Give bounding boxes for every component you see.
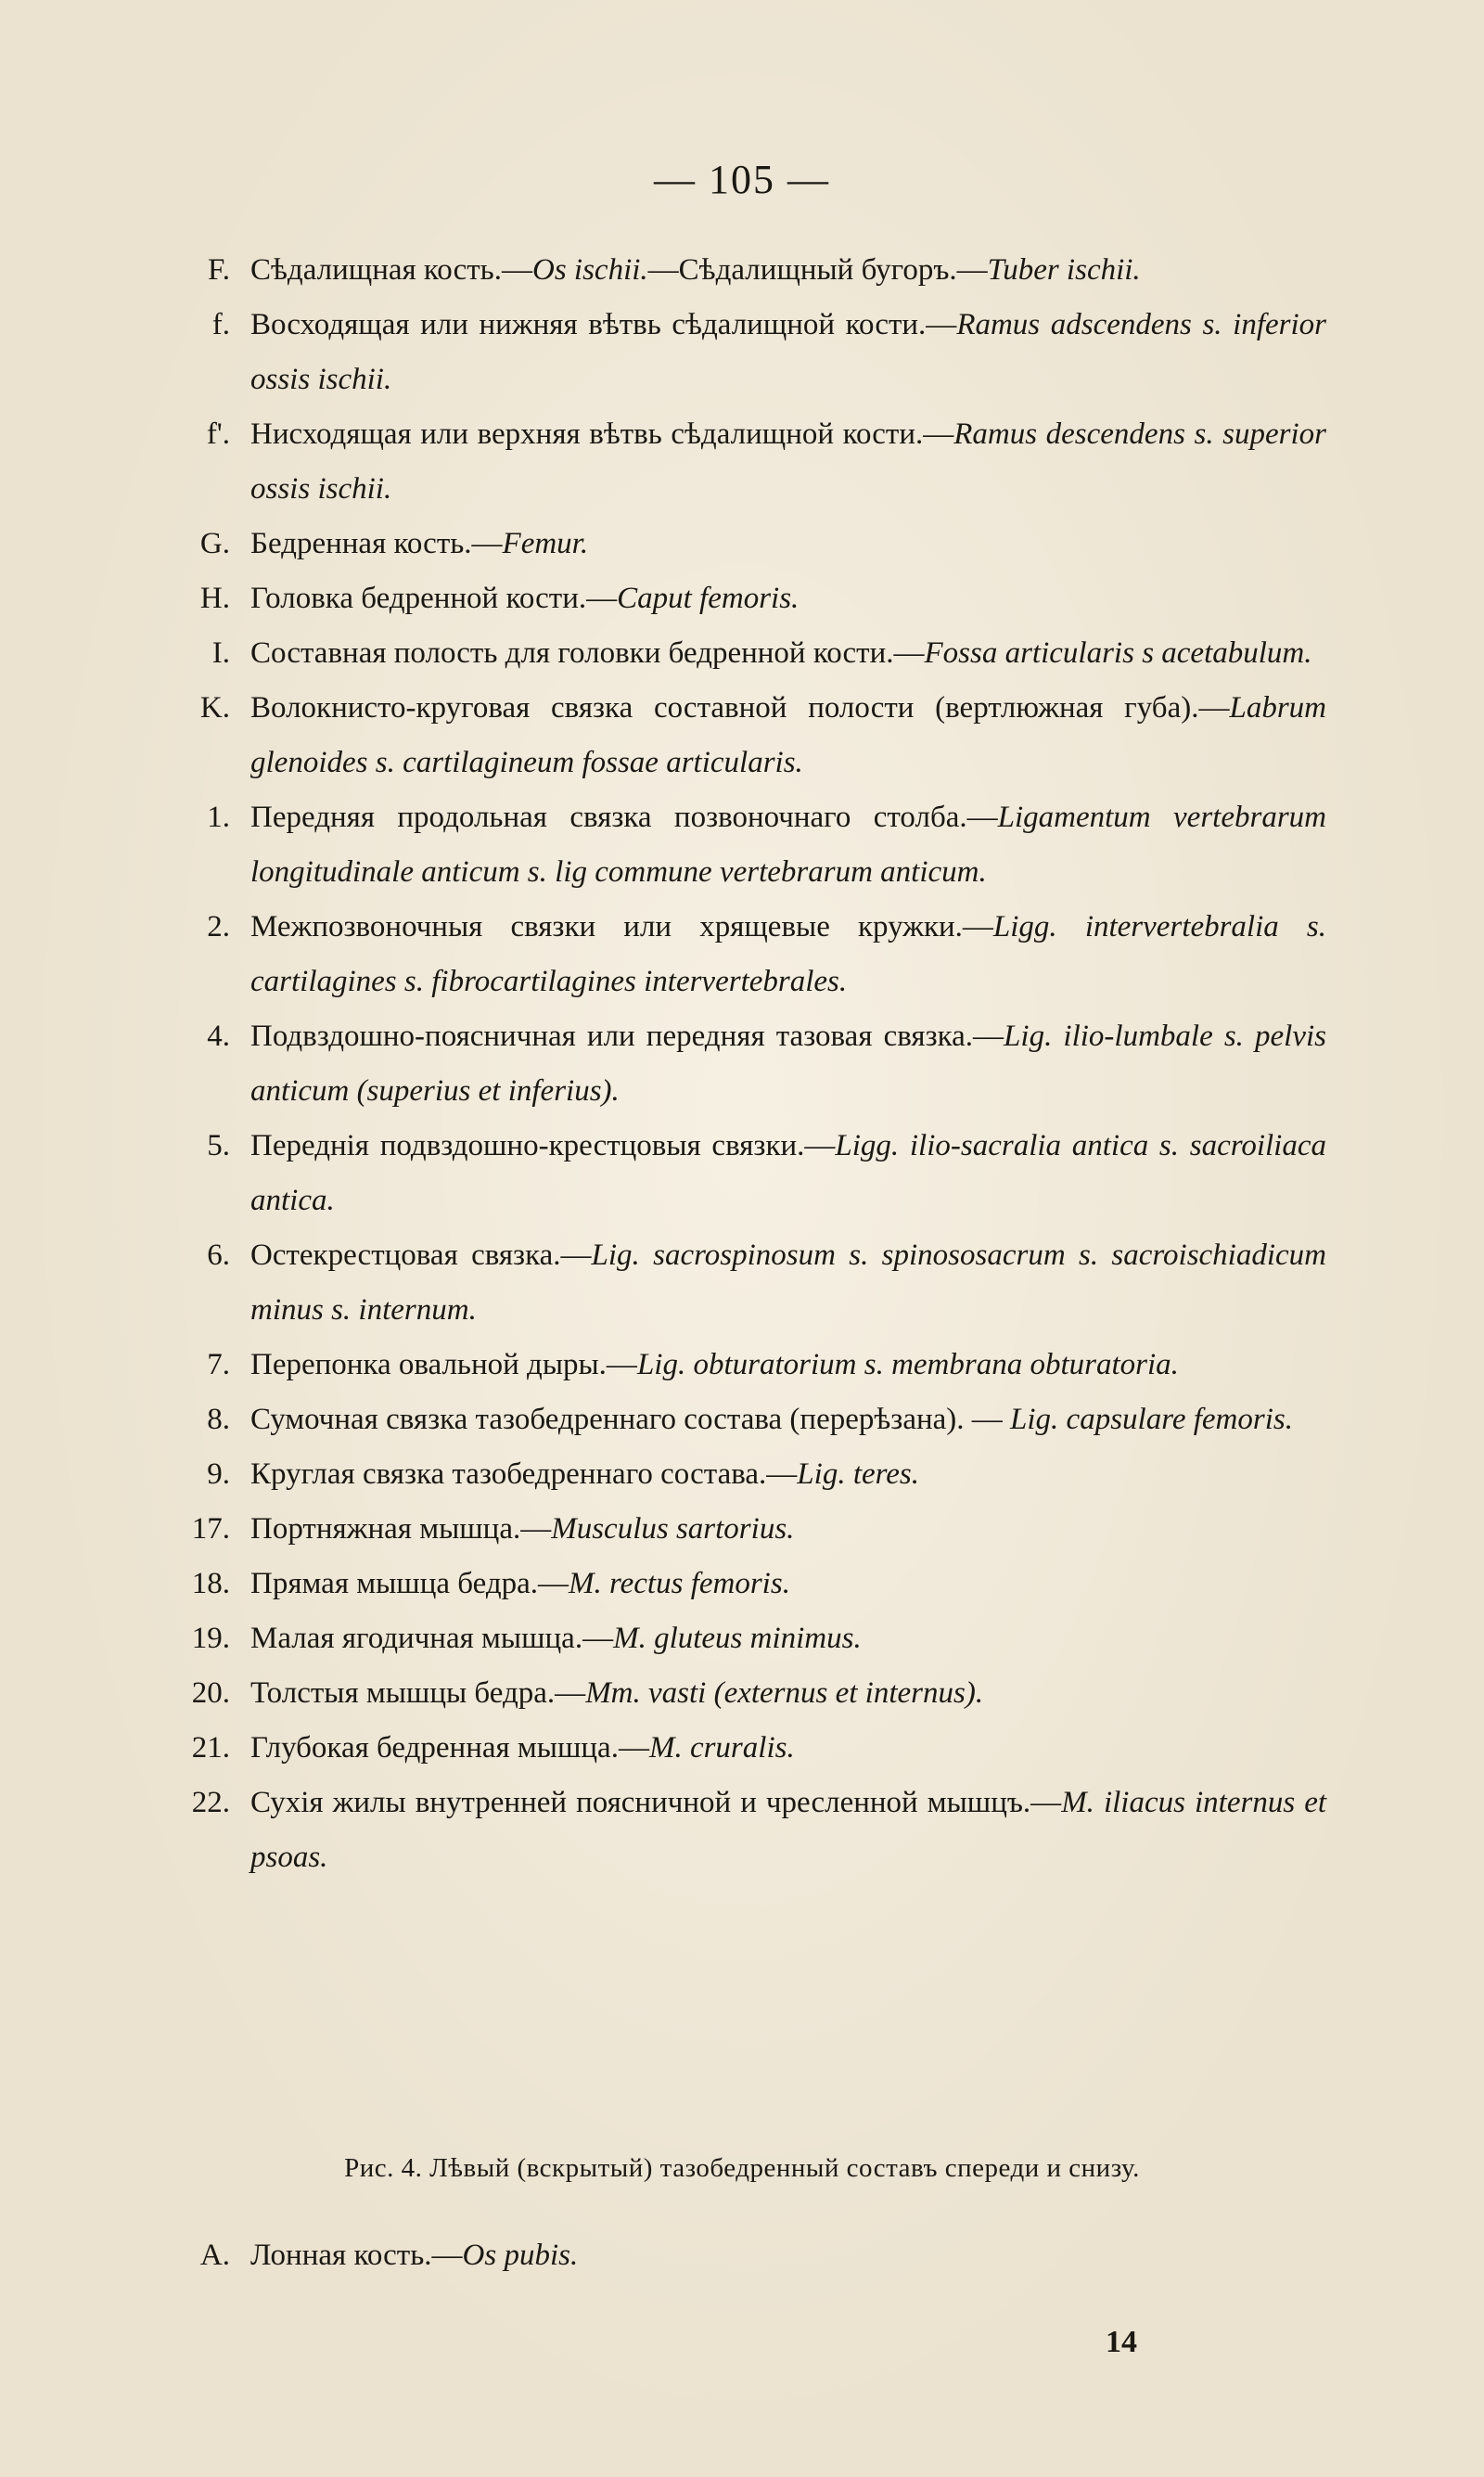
entry-latin-term: Musculus sartorius. xyxy=(551,1512,795,1546)
legend-entry xyxy=(139,1119,1326,1228)
entry-text xyxy=(250,1502,1326,1557)
entry-label: 8. xyxy=(207,1403,230,1436)
entry-latin-term: Fossa articularis s acetabulum. xyxy=(924,636,1312,670)
page-number: — 105 — xyxy=(654,157,830,202)
legend-entry xyxy=(139,626,1326,681)
entry-label: K. xyxy=(199,691,230,725)
legend-entry xyxy=(139,1666,1326,1721)
entry-text xyxy=(250,571,1326,626)
entry-text xyxy=(250,1557,1326,1611)
entry-text xyxy=(250,790,1326,900)
entry-latin-term: Os pubis. xyxy=(462,2239,579,2272)
entry-russian-term: Восходящая или нижняя вѣтвь сѣдалищной кости.— xyxy=(250,308,957,341)
legend-entry xyxy=(139,681,1326,790)
legend-entry xyxy=(139,243,1326,298)
entry-label: 4. xyxy=(207,1020,230,1053)
entry-text xyxy=(250,681,1326,790)
entry-russian-term: Головка бедренной кости.— xyxy=(250,582,618,615)
entry-latin-term: Lig. teres. xyxy=(797,1457,919,1491)
entry-label: 1. xyxy=(207,801,230,834)
entry-text xyxy=(250,2228,1326,2283)
legend-entry xyxy=(139,517,1326,571)
entry-latin-term: Lig. obturatorium s. membrana obturatoria. xyxy=(636,1348,1179,1381)
entry-text xyxy=(250,1666,1326,1721)
entry-text xyxy=(250,1228,1326,1338)
printer-signature-mark: 14 xyxy=(1106,2325,1137,2359)
legend-entry xyxy=(139,2228,1326,2283)
legend-entry xyxy=(139,1009,1326,1119)
entry-label: 22. xyxy=(191,1786,230,1819)
entry-russian-term: Передняя продольная связка позвоночнаго столба.— xyxy=(250,801,998,834)
entry-latin-term: Femur. xyxy=(502,527,589,560)
entry-latin-term: Ligg. intervertebralia s. cartilagines s. fibrocartilagines intervertebrales. xyxy=(250,910,1326,998)
entry-latin-term: Ligamentum vertebrarum longitudinale anticum s. lig commune vertebrarum anticum. xyxy=(250,801,1326,889)
entry-latin-term: Tuber ischii. xyxy=(987,253,1141,287)
entry-russian-term: Бедренная кость.— xyxy=(250,527,503,560)
legend-entry xyxy=(139,900,1326,1009)
legend-entry xyxy=(139,1776,1326,1885)
legend-entry xyxy=(139,1393,1326,1447)
entry-latin-term: Os ischii. xyxy=(531,253,648,287)
legend-entry xyxy=(139,1611,1326,1666)
entry-text xyxy=(250,243,1326,298)
entry-label: 20. xyxy=(191,1676,230,1710)
entry-russian-term: Перепонка овальной дыры.— xyxy=(250,1348,637,1381)
entry-russian-term: Сѣдалищная кость.— xyxy=(250,253,532,287)
legend-entry-after-caption xyxy=(139,2228,1326,2283)
entry-latin-term: M. rectus femoris. xyxy=(569,1567,790,1600)
entry-latin-term: M. iliacus internus et psoas. xyxy=(250,1786,1327,1874)
entry-label: 19. xyxy=(191,1622,230,1655)
entry-russian-term: Переднія подвздошно-крестцовыя связки.— xyxy=(250,1129,836,1162)
entry-latin-term: Ramus adscendens s. inferior ossis ischii. xyxy=(250,308,1326,396)
entry-russian-term: —Сѣдалищный бугоръ.— xyxy=(647,253,988,287)
legend-entry xyxy=(139,1338,1326,1393)
entry-latin-term: Ligg. ilio-sacralia antica s. sacroiliaca antica. xyxy=(250,1129,1326,1217)
entry-latin-term: Lig. capsulare femoris. xyxy=(1010,1403,1293,1436)
entry-russian-term: Составная полость для головки бедренной кости.— xyxy=(250,636,925,670)
entry-text xyxy=(250,1611,1326,1666)
entry-label: 9. xyxy=(207,1457,230,1491)
entry-text xyxy=(250,407,1326,517)
entry-text xyxy=(250,517,1326,571)
figure-caption: Рис. 4. Лѣвый (вскрытый) тазобедренный составъ спереди и снизу. xyxy=(344,2153,1140,2183)
entry-label: 21. xyxy=(191,1731,230,1765)
entry-text xyxy=(250,298,1326,407)
entry-latin-term: Ramus descendens s. superior ossis ischii. xyxy=(250,417,1326,506)
entry-label: 7. xyxy=(207,1348,230,1381)
entry-text xyxy=(250,1776,1326,1885)
entry-label: A. xyxy=(199,2239,230,2272)
entry-russian-term: Сумочная связка тазобедреннаго состава (перерѣзана). — xyxy=(250,1403,1011,1436)
entry-latin-term: M. cruralis. xyxy=(648,1731,795,1765)
entry-russian-term: Волокнисто-круговая связка составной полости (вертлюжная губа).— xyxy=(250,691,1230,725)
entry-russian-term: Толстыя мышцы бедра.— xyxy=(250,1676,586,1710)
entry-russian-term: Сухія жилы внутренней поясничной и чресленной мышцъ.— xyxy=(250,1786,1062,1819)
entry-russian-term: Межпозвоночныя связки или хрящевые кружки.— xyxy=(250,910,993,943)
entry-latin-term: M. gluteus minimus. xyxy=(613,1622,862,1655)
entry-text xyxy=(250,1393,1326,1447)
entry-label: f'. xyxy=(206,417,230,451)
legend-entry xyxy=(139,298,1326,407)
entry-text xyxy=(250,1721,1326,1776)
entry-russian-term: Прямая мышца бедра.— xyxy=(250,1567,569,1600)
legend-entry xyxy=(139,1228,1326,1338)
entry-text xyxy=(250,1338,1326,1393)
entry-text xyxy=(250,1009,1326,1119)
entry-text xyxy=(250,1119,1326,1228)
entry-russian-term: Малая ягодичная мышца.— xyxy=(250,1622,614,1655)
entry-label: H. xyxy=(199,582,230,615)
entry-label: G. xyxy=(199,527,230,560)
legend-entry xyxy=(139,407,1326,517)
entry-russian-term: Нисходящая или верхняя вѣтвь сѣдалищной кости.— xyxy=(250,417,954,451)
legend-entry xyxy=(139,1557,1326,1611)
entry-latin-term: Lig. sacrospinosum s. spinososacrum s. sacroischiadicum minus s. internum. xyxy=(250,1238,1326,1327)
entry-label: f. xyxy=(211,308,230,341)
entry-russian-term: Остекрестцовая связка.— xyxy=(250,1238,592,1272)
entry-russian-term: Глубокая бедренная мышца.— xyxy=(250,1731,649,1765)
entry-label: 17. xyxy=(191,1512,230,1546)
entry-russian-term: Портняжная мышца.— xyxy=(250,1512,552,1546)
entry-label: 18. xyxy=(191,1567,230,1600)
entry-text xyxy=(250,900,1326,1009)
legend-entries xyxy=(139,243,1326,1885)
legend-entry xyxy=(139,790,1326,900)
entry-russian-term: Подвздошно-поясничная или передняя тазовая связка.— xyxy=(250,1020,1004,1053)
entry-russian-term: Круглая связка тазобедреннаго состава.— xyxy=(250,1457,798,1491)
entry-label: 2. xyxy=(207,910,230,943)
entry-russian-term: Лонная кость.— xyxy=(250,2239,463,2272)
entry-label: F. xyxy=(208,253,230,287)
entry-latin-term: Lig. ilio-lumbale s. pelvis anticum (superius et inferius). xyxy=(250,1020,1326,1108)
entry-latin-term: Labrum glenoides s. cartilagineum fossae articularis. xyxy=(250,691,1326,779)
entry-label: 6. xyxy=(207,1238,230,1272)
entry-text xyxy=(250,1447,1326,1502)
legend-entry xyxy=(139,1447,1326,1502)
legend-entry xyxy=(139,1502,1326,1557)
entry-label: 5. xyxy=(207,1129,230,1162)
entry-text xyxy=(250,626,1326,681)
entry-latin-term: Caput femoris. xyxy=(617,582,800,615)
legend-entry xyxy=(139,571,1326,626)
entry-label: I. xyxy=(211,636,230,670)
entry-latin-term: Mm. vasti (externus et internus). xyxy=(585,1676,984,1710)
legend-entry xyxy=(139,1721,1326,1776)
